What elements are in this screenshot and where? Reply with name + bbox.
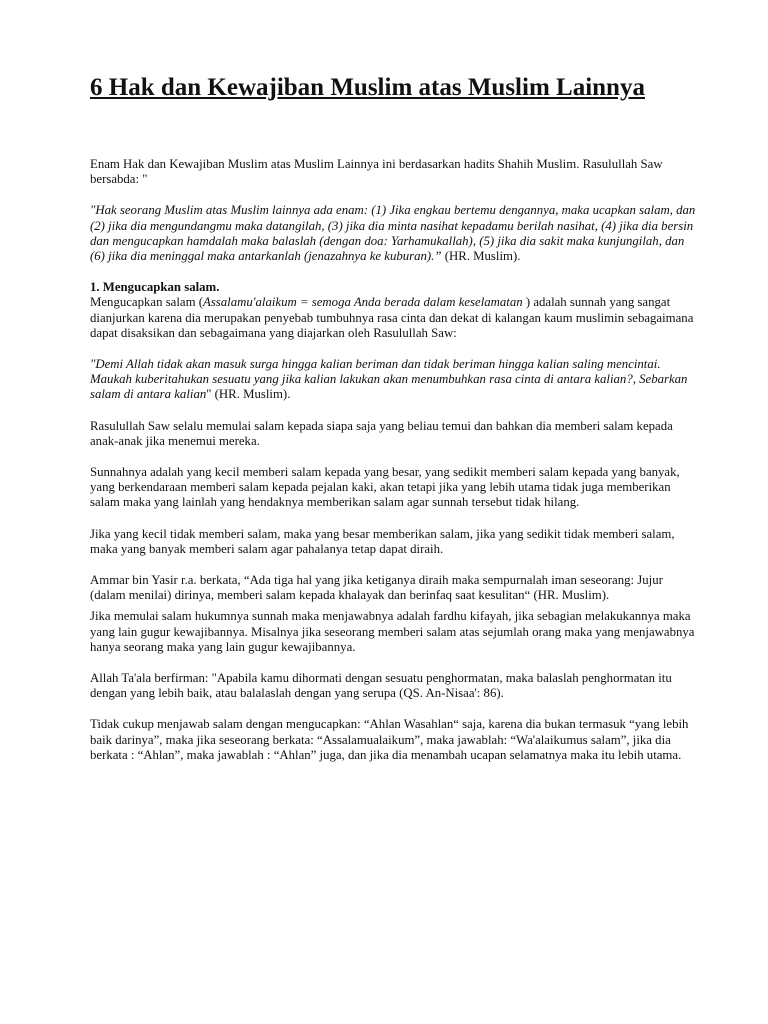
- hadith-quote-1-text: "Hak seorang Muslim atas Muslim lainnya ada enam: (1) Jika engkau bertemu dengannya, maka ucapkan salam, dan (2) jika dia mengundangmu maka datangilah, (3) jika dia minta nasihat kepadamu berilah nasihat, (4) jika dia bersin dan mengucapkan hamdalah maka balaslah (dengan doa: Yarhamukallah), (5) jika dia sakit maka kunjungilah, dan (6) jika dia meninggal maka antarkanlah (jenazahnya ke kuburan).”: [90, 203, 696, 264]
- paragraph-3: Jika yang kecil tidak memberi salam, maka yang besar memberikan salam, jika yang sedikit tidak memberi salam, maka yang banyak memberi salam agar pahalanya tetap dapat diraih.: [90, 526, 675, 556]
- section-1: [90, 280, 698, 341]
- paragraph-5: Jika memulai salam hukumnya sunnah maka menjawabnya adalah fardhu kifayah, jika sebagian melakukannya maka yang lain gugur kewajibannya. Misalnya jika seseorang memberi salam atas sejumlah orang maka yang menjawabnya hanya seorang maka yang lain gugur kewajibannya.: [90, 609, 695, 654]
- paragraph-1: Rasulullah Saw selalu memulai salam kepada siapa saja yang beliau temui dan bahkan dia memberi salam kepada anak-anak jika menemui mereka.: [90, 418, 673, 448]
- section-1-italic: Assalamu'alaikum = semoga Anda berada dalam keselamatan: [203, 295, 523, 310]
- paragraph-4: Ammar bin Yasir r.a. berkata, “Ada tiga hal yang jika ketiganya diraih maka sempurnalah iman seseorang: Jujur (dalam menilai) dirinya, memberi salam kepada khalayak dan berinfaq saat kesulitan“ (HR. Muslim).: [90, 573, 663, 603]
- section-1-text-before: Mengucapkan salam (: [90, 295, 203, 310]
- hadith-quote-1: [90, 203, 698, 264]
- document-title: 6 Hak dan Kewajiban Muslim atas Muslim Lainnya: [90, 74, 645, 101]
- document-body: [90, 157, 698, 763]
- hadith-quote-2-source: " (HR. Muslim).: [206, 387, 291, 402]
- hadith-quote-2-text: "Demi Allah tidak akan masuk surga hingga kalian beriman dan tidak beriman hingga kalian saling mencintai. Maukah kuberitahukan sesuatu yang jika kalian lakukan akan menumbuhkan rasa cinta di antara kalian?, Sebarkan salam di antara kalian: [90, 357, 688, 402]
- paragraph-2: Sunnahnya adalah yang kecil memberi salam kepada yang besar, yang sedikit memberi salam kepada yang banyak, yang berkendaraan memberi salam kepada pejalan kaki, akan tetapi jika yang lebih utama tidak juga memberikan salam maka yang lainlah yang hendaknya memberikan salam agar sunnah tersebut tidak hilang.: [90, 465, 680, 510]
- hadith-quote-2: [90, 357, 698, 403]
- paragraph-7: Tidak cukup menjawab salam dengan mengucapkan: “Ahlan Wasahlan“ saja, karena dia bukan termasuk “yang lebih baik darinya”, maka jika seseorang berkata: “Assalamualaikum”, maka jawablah: “Wa'alaikumus salam”, jika dia berkata : “Ahlan”, maka jawablah : “Ahlan” juga, dan jika dia menambah ucapan selamatnya maka itu lebih utama.: [90, 717, 689, 762]
- hadith-quote-1-source: (HR. Muslim).: [441, 249, 521, 264]
- paragraph-6: Allah Ta'ala berfirman: "Apabila kamu dihormati dengan sesuatu penghormatan, maka balaslah penghormatan itu dengan yang lebih baik, atau balalaslah dengan yang serupa (QS. An-Nisaa': 86).: [90, 671, 672, 701]
- section-1-heading: 1. Mengucapkan salam.: [90, 280, 220, 295]
- intro-paragraph: Enam Hak dan Kewajiban Muslim atas Muslim Lainnya ini berdasarkan hadits Shahih Muslim. Rasulullah Saw bersabda: ": [90, 157, 663, 187]
- section-1-text-after: ) adalah sunnah yang sangat dianjurkan karena dia merupakan penyebab tumbuhnya rasa cinta dan dekat di kalangan kaum muslimin sebagaimana dapat disaksikan dan sebagaimana yang diajarkan oleh Rasulullah Saw:: [90, 295, 694, 340]
